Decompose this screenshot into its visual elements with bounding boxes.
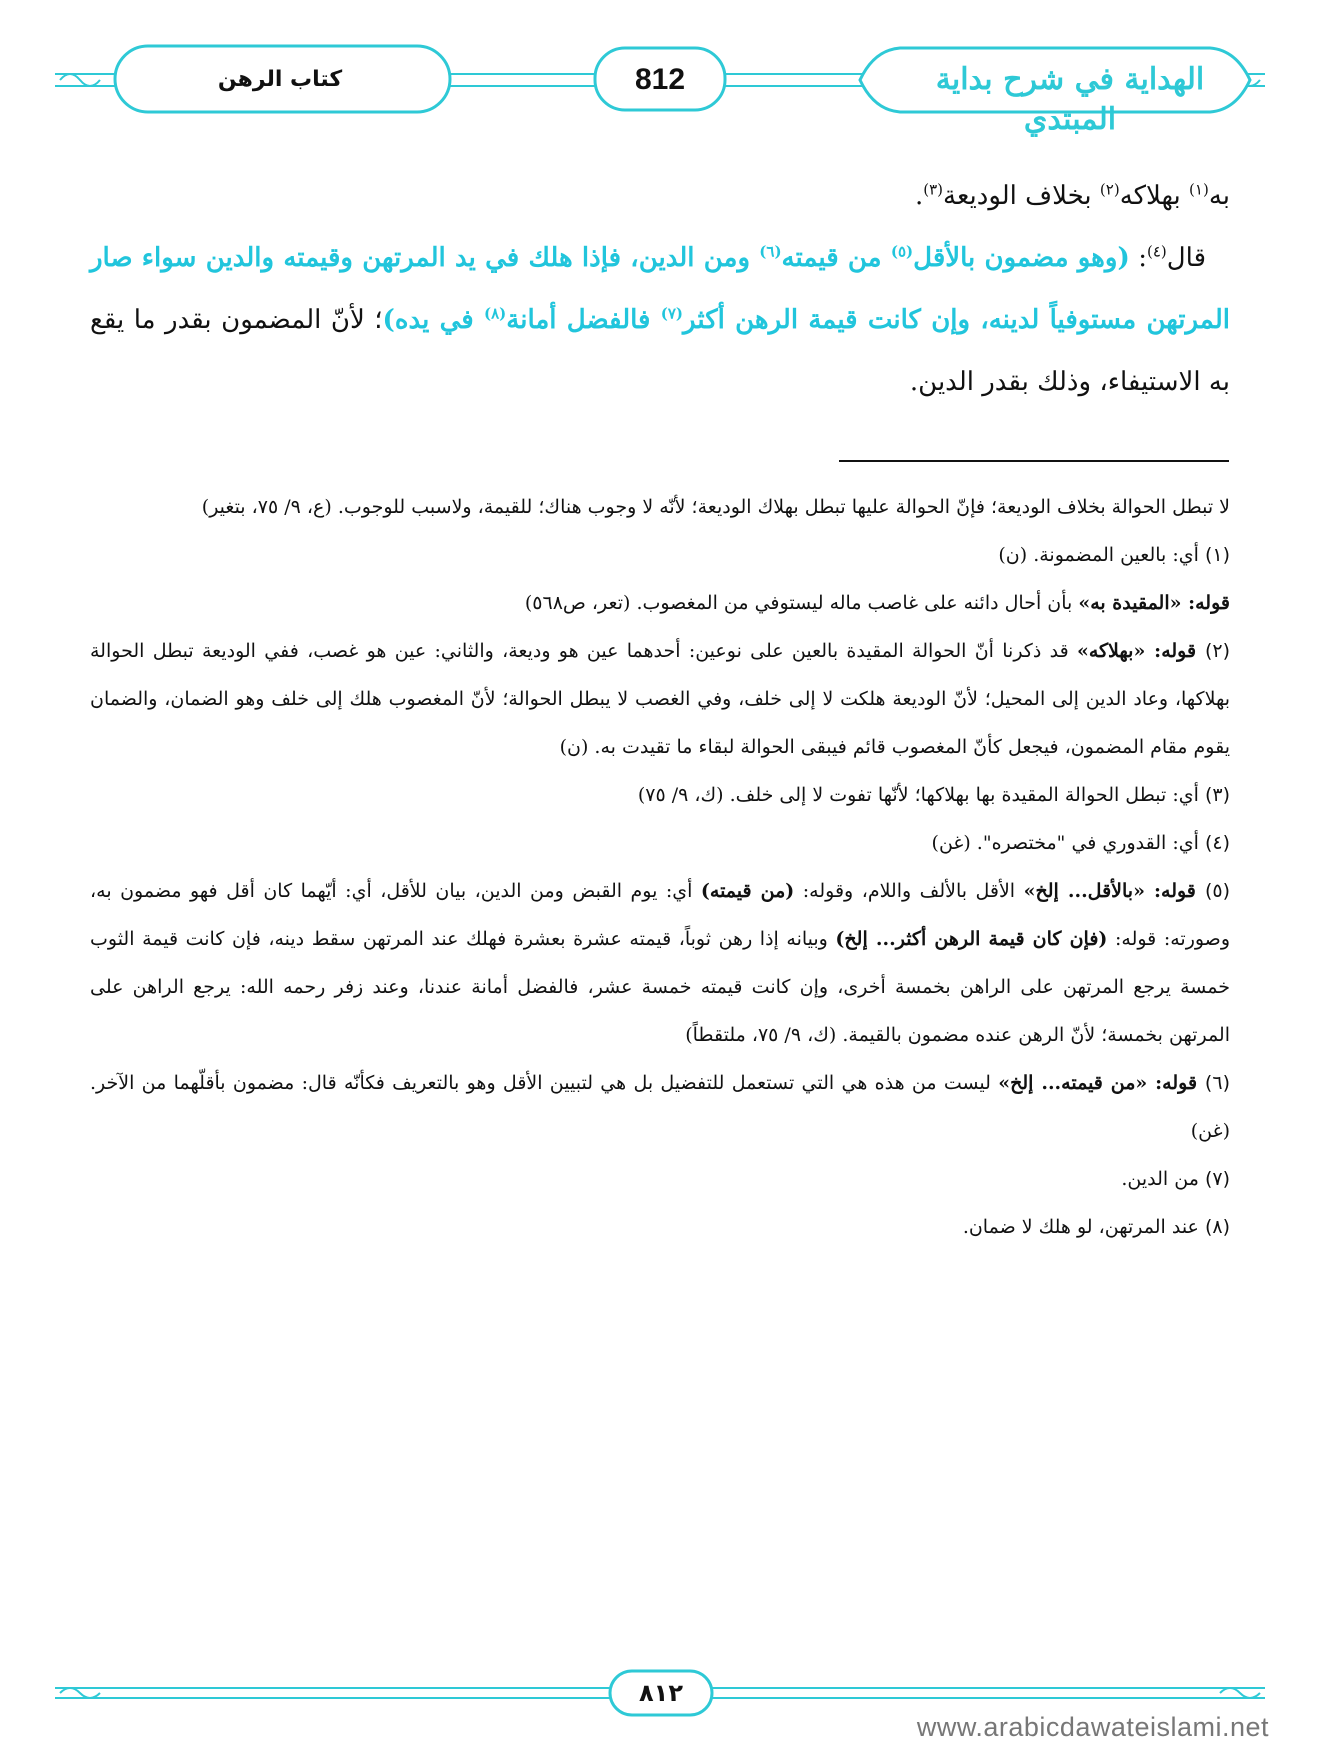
website-watermark: www.arabicdawateislami.net <box>916 1712 1269 1742</box>
footnote-text: أي: بالعين المضمونة. (ن) <box>998 544 1205 566</box>
footnote-4 <box>90 819 1230 867</box>
footer-page-number: ٨١٢ <box>639 1679 683 1707</box>
footnote-7 <box>90 1155 1230 1203</box>
footnote-ref: (٢) <box>1099 180 1120 199</box>
text-run: ؛ لأنّ المضمون بقدر ما يقع به الاستيفاء، وذلك بقدر الدين. <box>90 305 1230 397</box>
chapter-title: كتاب الرهن <box>217 67 343 92</box>
footnote-3 <box>90 771 1230 819</box>
footnote-ref: (١) <box>1189 180 1209 199</box>
footnote-ref: (٣) <box>923 180 944 199</box>
footnote-number: (١) <box>1204 544 1230 566</box>
footnotes <box>90 483 1230 1251</box>
footnote-lemma: (فإن كان قيمة الرهن أكثر... إلخ) <box>835 928 1108 950</box>
footnote-8 <box>90 1203 1230 1251</box>
text-run: بهلاكه <box>1119 181 1190 211</box>
main-line-1 <box>90 165 1230 227</box>
footnote-number: (٤) <box>1204 832 1230 854</box>
footnote-text: وبيانه إذا رهن ثوباً، قيمته عشرة بعشرة فهلك عند المرتهن سقط دينه، فإن كانت قيمة الثوب خمسة يرجع المرتهن على الراهن بخمسة أخرى، وإن كانت قيمته خمسة عشر، فالفضل أمانة عندنا، وعند زفر رحمه الله: يرجع الراهن على المرتهن بخمسة؛ لأنّ الرهن عنده مضمون بالقيمة. (ك، ٩/ ٧٥، ملتقطاً) <box>90 928 1230 1046</box>
footnote-ref: (٧) <box>660 304 684 323</box>
footnote-number: (٧) <box>1204 1168 1230 1190</box>
footnote-text: بأن أحال دائنه على غاصب ماله ليستوفي من المغصوب. (تعر، ص٥٦٨) <box>524 592 1079 614</box>
footnote-1 <box>90 531 1230 579</box>
page-header <box>55 40 1265 137</box>
footnote-number: (٣) <box>1204 784 1230 806</box>
footnote-number: (٨) <box>1204 1216 1230 1238</box>
book-title: الهداية في شرح بداية المبتدي <box>935 62 1205 137</box>
footnote-divider <box>839 460 1229 462</box>
footnote-lemma: قوله: «بالأقل... إلخ» <box>1023 880 1205 902</box>
text-run: بخلاف الوديعة <box>943 181 1100 211</box>
footnote-lemma: (من قيمته) <box>700 880 795 902</box>
footnote-5 <box>90 867 1230 1059</box>
footnote-lemma: قوله: «من قيمته... إلخ» <box>998 1072 1205 1094</box>
footnote-lemma: قوله: «المقيدة به» <box>1078 592 1230 614</box>
text-run: . <box>914 181 924 211</box>
main-text <box>90 165 1230 413</box>
footnote-text: أي: القدوري في "مختصره". (غن) <box>931 832 1205 854</box>
footnote-text: أي: تبطل الحوالة المقيدة بها بهلاكها؛ لأنّها تفوت لا إلى خلف. (ك، ٩/ ٧٥) <box>637 784 1205 806</box>
footnote-text: قد ذكرنا أنّ الحوالة المقيدة بالعين على نوعين: أحدهما عين هو وديعة، والثاني: عين هو غصب، ففي الوديعة تبطل الحوالة بهلاكها، وعاد الدين إلى المحيل؛ لأنّ الوديعة هلكت لا إلى خلف، وفي الغصب لا يبطل الحوالة؛ لأنّ المغصوب هلك إلى خلف وهو الضمان، والضمان يقوم مقام المضمون، فيجعل كأنّ المغصوب قائم فيبقى الحوالة لبقاء ما تقيدت به. (ن) <box>90 640 1230 758</box>
footnote-ref: (٦) <box>759 242 782 261</box>
page-number: 812 <box>634 63 686 96</box>
footnote-text: ليست من هذه هي التي تستعمل للتفضيل بل هي لتبيين الأقل وهو بالتعريف فكأنّه قال: مضمون بأقلّهما من الآخر. (غن) <box>90 1072 1230 1142</box>
footnote-text: عند المرتهن، لو هلك لا ضمان. <box>962 1216 1205 1238</box>
footnote-text: من الدين. <box>1121 1168 1205 1190</box>
footnote-text: الأقل بالألف واللام، وقوله: <box>794 880 1024 902</box>
page-footer <box>55 1668 1265 1718</box>
footnote-1b <box>90 579 1230 627</box>
footnote-text: أي: يوم القبض ومن الدين، بيان للأقل، أي: أيّهما كان أقل فهو مضمون به، وصورته: قوله: <box>90 880 1230 950</box>
text-run: : <box>1129 243 1147 273</box>
footnote-ref: (٥) <box>890 242 914 261</box>
footnote-number: (٥) <box>1204 880 1230 902</box>
footnote-continued: لا تبطل الحوالة بخلاف الوديعة؛ فإنّ الحوالة عليها تبطل بهلاك الوديعة؛ لأنّه لا وجوب هناك؛ للقيمة، ولاسبب للوجوب. (ع، ٩/ ٧٥، بتغير) <box>201 496 1230 518</box>
main-paragraph <box>90 227 1230 413</box>
text-run: من قيمته <box>781 243 891 273</box>
footnote-lemma: قوله: «بهلاكه» <box>1076 640 1205 662</box>
footnote-number: (٢) <box>1204 640 1230 662</box>
text-run: به <box>1208 181 1230 211</box>
text-run: (وهو مضمون بالأقل <box>913 243 1130 273</box>
footnote-ref: (٤) <box>1146 242 1167 261</box>
footnote-2 <box>90 627 1230 771</box>
footnote-ref: (٨) <box>484 304 507 323</box>
text-run: قال <box>1166 243 1206 273</box>
footnote-6 <box>90 1059 1230 1155</box>
text-run: فالفضل أمانة <box>506 305 661 335</box>
text-run: في يده) <box>382 305 484 335</box>
text-run: ومن الدين، فإذا هلك في يد المرتهن وقيمته والدين سواء صار المرتهن مستوفياً لدينه، وإن كانت قيمة الرهن أكثر <box>90 243 1230 335</box>
footnote-number: (٦) <box>1204 1072 1230 1094</box>
